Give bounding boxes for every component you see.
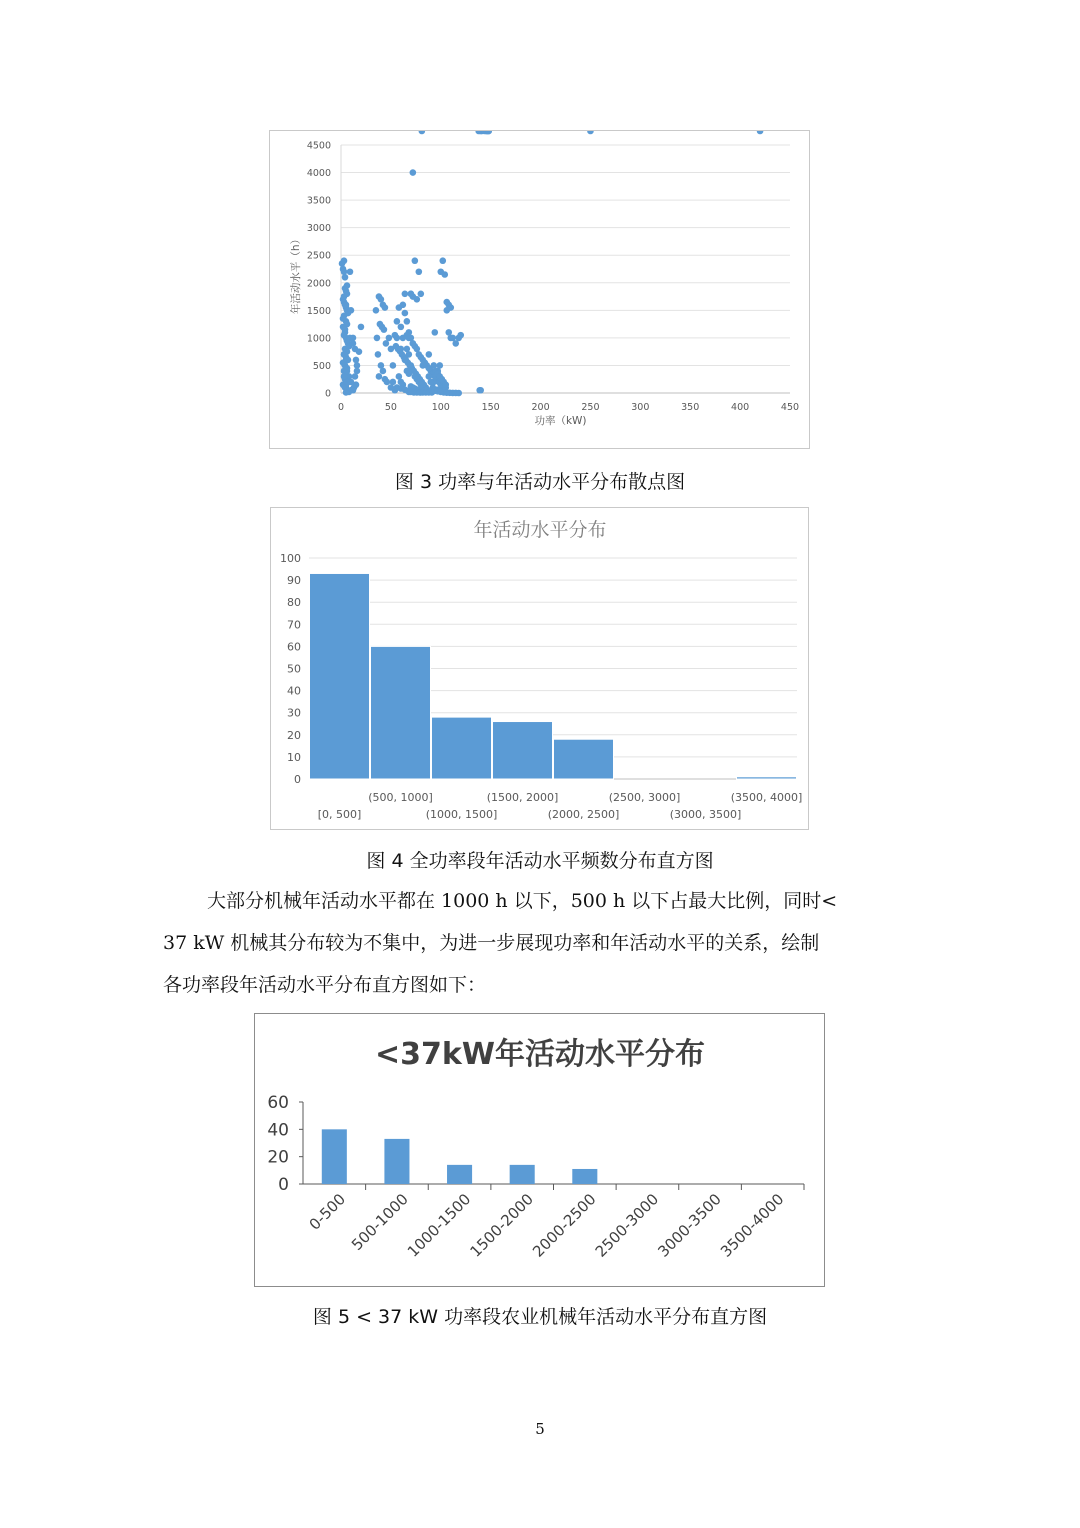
x-tick-label: (3500, 4000] [730, 791, 803, 804]
x-tick-label: 450 [780, 402, 800, 413]
scatter-point [441, 271, 448, 278]
histogram-bar [432, 717, 492, 779]
scatter-point [408, 362, 415, 369]
x-tick-label: 1000-1500 [403, 1190, 475, 1261]
scatter-point [373, 307, 380, 314]
paragraph-line-1: 大部分机械年活动水平都在 1000 h 以下，500 h 以下占最大比例，同时< [207, 890, 838, 912]
histogram-bar [554, 739, 614, 779]
scatter-chart-svg [270, 131, 811, 450]
scatter-point [449, 335, 456, 342]
scatter-point [340, 315, 347, 322]
figure-3-caption: 图 3 功率与年活动水平分布散点图 [394, 471, 686, 493]
scatter-point [406, 351, 413, 358]
bar [322, 1129, 347, 1184]
y-tick-label: 100 [280, 552, 301, 565]
x-axis-label: 功率（kW) [534, 415, 587, 427]
scatter-point [587, 131, 594, 134]
scatter-point [375, 351, 382, 358]
scatter-point [398, 346, 405, 353]
scatter-point [416, 268, 423, 275]
x-tick-label: 3000-3500 [654, 1190, 725, 1261]
scatter-point [408, 291, 415, 298]
y-tick-label: 2500 [306, 250, 331, 262]
x-tick-label: (1500, 2000] [486, 791, 559, 804]
x-tick-label: (3000, 3500] [669, 808, 742, 821]
scatter-point [394, 335, 401, 342]
x-tick-label: 0-500 [305, 1190, 350, 1234]
histogram-bar [371, 646, 431, 779]
scatter-point [343, 389, 350, 396]
histogram-bar [493, 722, 553, 779]
scatter-point [439, 257, 446, 264]
histogram-bar [310, 573, 370, 779]
scatter-point [436, 362, 443, 369]
y-tick-label: 3000 [306, 223, 331, 235]
x-tick-label: (2500, 3000] [608, 791, 681, 804]
scatter-point [341, 293, 348, 300]
scatter-point [402, 357, 409, 364]
scatter-point [455, 390, 462, 397]
x-tick-label: 3500-4000 [716, 1190, 788, 1261]
scatter-point [356, 348, 363, 355]
scatter-point [420, 362, 427, 369]
scatter-point [400, 302, 407, 309]
scatter-point [341, 257, 348, 264]
scatter-point [404, 318, 411, 325]
scatter-point [406, 370, 413, 377]
x-tick-label: 500-1000 [347, 1190, 412, 1254]
scatter-point [426, 351, 433, 358]
scatter-point [348, 307, 355, 314]
y-tick-label: 2000 [306, 278, 331, 290]
scatter-point [431, 329, 438, 336]
scatter-point [410, 340, 417, 347]
scatter-point [402, 310, 409, 317]
scatter-point [381, 326, 388, 333]
scatter-point [390, 379, 397, 386]
figure-4-caption: 图 4 全功率段年活动水平频数分布直方图 [366, 850, 714, 872]
chart-title: 年活动水平分布 [473, 519, 607, 541]
scatter-point [376, 373, 383, 380]
x-tick-label: 400 [731, 402, 750, 413]
scatter-point [398, 324, 405, 331]
scatter-point [342, 326, 349, 333]
scatter-point [341, 373, 348, 380]
x-tick-label: 100 [431, 402, 450, 413]
x-tick-label: (2000, 2500] [547, 808, 620, 821]
y-tick-label: 80 [287, 596, 301, 610]
scatter-point [447, 304, 454, 311]
y-tick-label: 60 [267, 1093, 289, 1113]
scatter-point [406, 335, 413, 342]
scatter-point [457, 332, 464, 339]
y-tick-label: 40 [287, 684, 301, 698]
bar [510, 1165, 535, 1184]
x-tick-label: (1000, 1500] [425, 808, 498, 821]
y-axis-label: 年活动水平（h） [290, 233, 302, 315]
scatter-point [347, 268, 354, 275]
y-tick-label: 0 [324, 388, 331, 400]
histogram-all-power [270, 507, 809, 830]
histogram-all-svg [271, 508, 810, 831]
x-tick-label: 2000-2500 [529, 1190, 600, 1261]
x-tick-label: 50 [384, 402, 397, 413]
scatter-point [354, 368, 361, 375]
scatter-point [414, 296, 421, 303]
scatter-chart-power-vs-activity [269, 130, 810, 449]
scatter-point [348, 379, 355, 386]
y-tick-label: 20 [287, 728, 301, 742]
body-paragraph [163, 880, 908, 1006]
x-tick-label: [0, 500] [317, 808, 362, 821]
scatter-point [402, 291, 409, 298]
scatter-point [419, 131, 426, 134]
x-tick-label: 0 [337, 402, 345, 413]
scatter-point [353, 357, 360, 364]
bar-chart-under-37kw-svg [255, 1014, 826, 1288]
scatter-point [442, 381, 449, 388]
page-number: 5 [535, 1420, 545, 1438]
x-tick-label: 250 [581, 402, 600, 413]
y-tick-label: 20 [267, 1147, 289, 1168]
bar [447, 1165, 472, 1184]
y-tick-label: 0 [294, 773, 301, 786]
x-tick-label: 150 [481, 402, 500, 413]
y-tick-label: 3500 [306, 195, 331, 207]
bar-chart-under-37kw [254, 1013, 825, 1287]
y-tick-label: 500 [312, 360, 331, 372]
x-tick-label: 300 [631, 402, 650, 413]
scatter-point [390, 362, 397, 369]
paragraph-line-2: 37 kW 机械其分布较为不集中，为进一步展现功率和年活动水平的关系，绘制 [163, 932, 820, 954]
y-tick-label: 10 [287, 750, 301, 764]
scatter-point [394, 318, 401, 325]
bar [572, 1169, 597, 1184]
scatter-point [350, 387, 357, 394]
scatter-point [412, 257, 419, 264]
scatter-point [347, 335, 354, 342]
scatter-point [410, 169, 417, 176]
scatter-point [341, 268, 348, 275]
x-tick-label: 200 [531, 402, 550, 413]
scatter-point [386, 335, 393, 342]
y-tick-label: 4000 [306, 168, 331, 180]
y-tick-label: 1500 [306, 305, 331, 317]
scatter-point [343, 357, 350, 364]
paragraph-line-3: 各功率段年活动水平分布直方图如下： [163, 974, 487, 996]
bar [384, 1139, 409, 1184]
chart-title: <37kW年活动水平分布 [375, 1037, 705, 1072]
scatter-point [344, 282, 351, 289]
x-tick-label: 2500-3000 [591, 1190, 663, 1261]
scatter-point [382, 304, 389, 311]
scatter-point [757, 131, 764, 134]
histogram-bar [737, 777, 797, 779]
y-tick-label: 0 [278, 1175, 289, 1195]
y-tick-label: 1000 [306, 333, 331, 345]
y-tick-label: 40 [267, 1120, 289, 1141]
y-tick-label: 30 [287, 706, 301, 720]
x-tick-label: (500, 1000] [368, 791, 433, 804]
figure-5-caption: 图 5 < 37 kW 功率段农业机械年活动水平分布直方图 [312, 1306, 768, 1328]
scatter-point [374, 335, 381, 342]
y-tick-label: 50 [287, 662, 301, 676]
x-tick-label: 350 [681, 402, 700, 413]
y-tick-label: 90 [287, 574, 301, 588]
scatter-point [380, 368, 387, 375]
y-tick-label: 70 [287, 618, 301, 632]
y-tick-label: 60 [287, 640, 301, 654]
x-tick-label: 1500-2000 [466, 1190, 538, 1261]
scatter-point [400, 335, 407, 342]
scatter-point [418, 291, 425, 298]
scatter-point [384, 379, 391, 386]
scatter-point [358, 324, 365, 331]
y-tick-label: 4500 [306, 140, 331, 152]
scatter-point [342, 274, 349, 281]
scatter-point [477, 387, 484, 394]
